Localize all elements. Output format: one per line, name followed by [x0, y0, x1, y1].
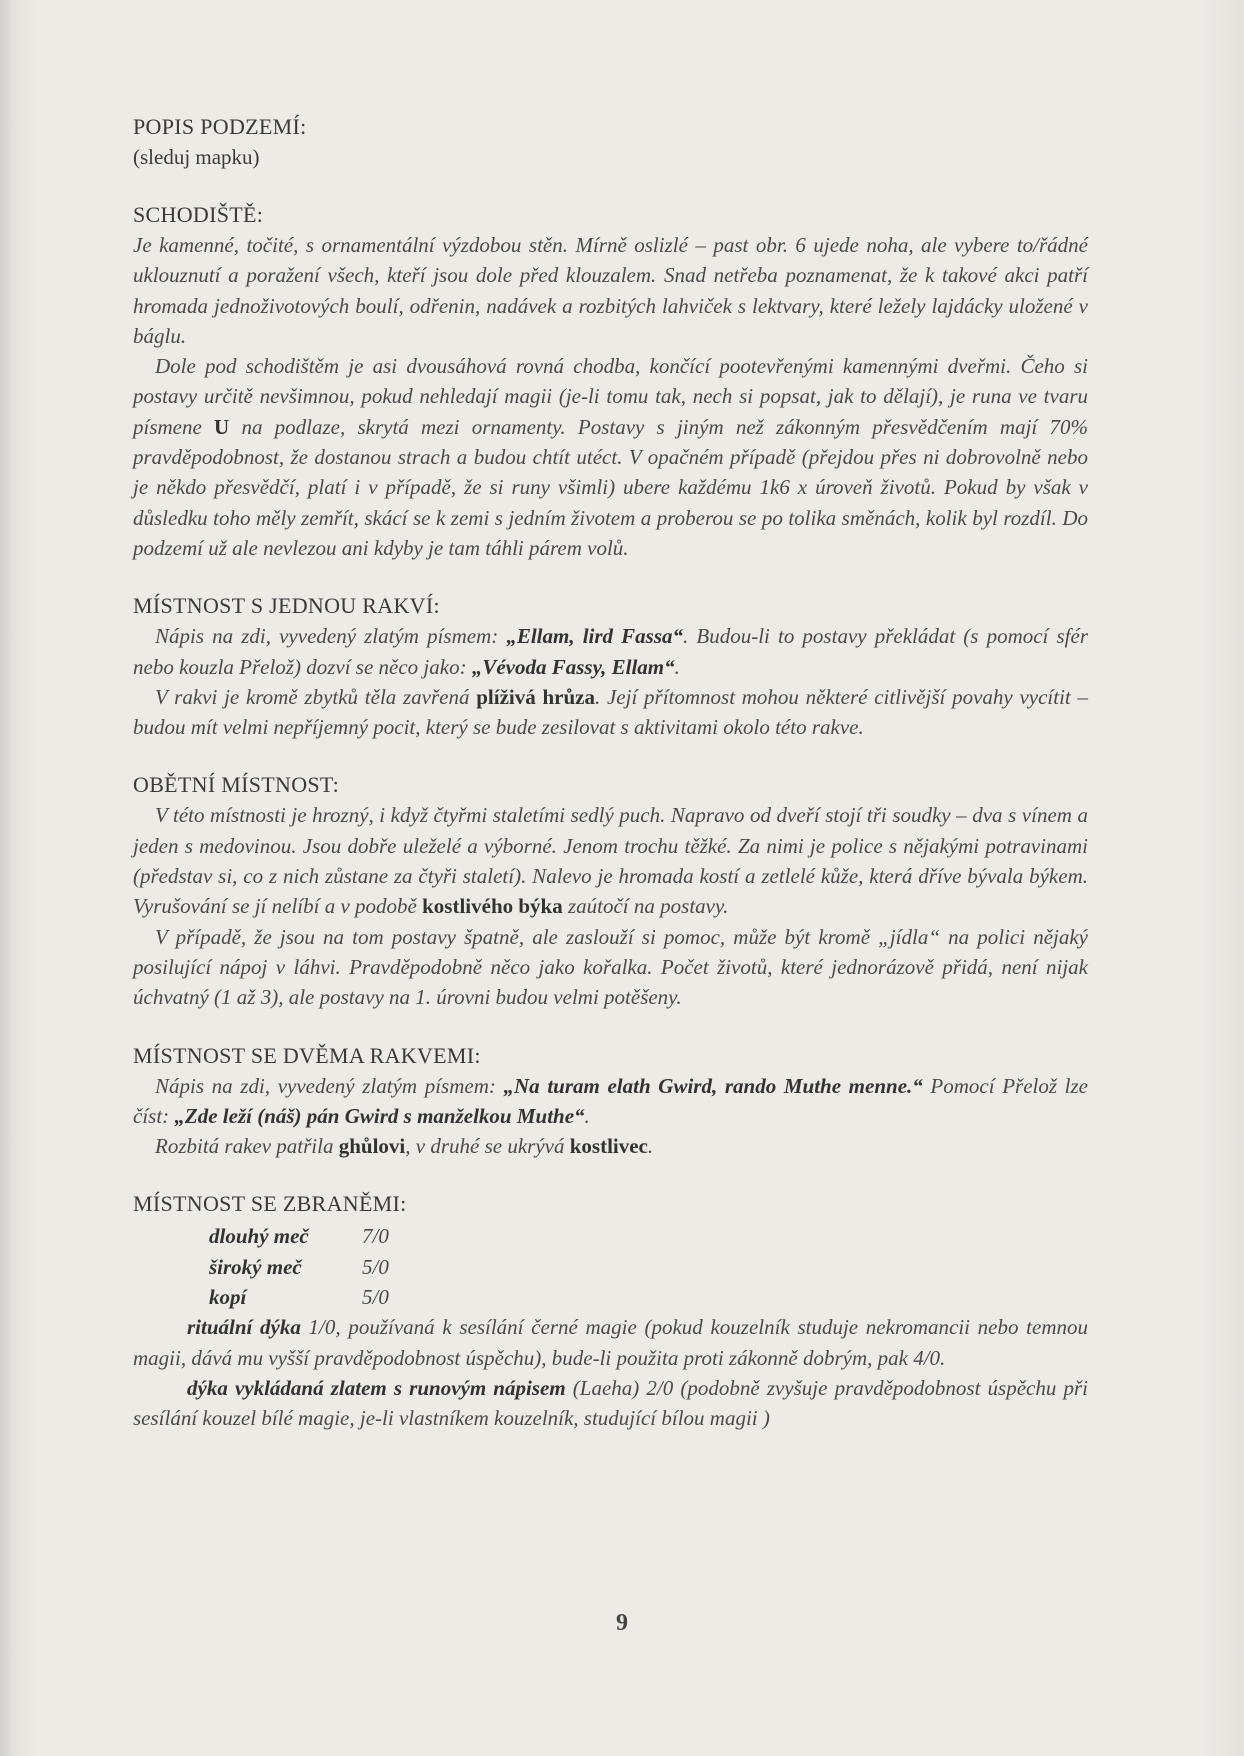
stairs-paragraph-1: Je kamenné, točité, s ornamentální výzdobou stěn. Mírně oslizlé – past obr. 6 ujede noha, ale vybere to/řádné uklouznutí a poražení všech, kteří jsou dole před klouzalem. Snad netřeba poznamenat, že k takové akci patří hromada jednoživotových boulí, odřenin, nadávek a rozbitých lahviček s lektvary, které ležely lajdácky uložené v báglu.	[133, 233, 1088, 348]
weapon-value: 5/0	[362, 1254, 389, 1279]
coffin2-heading: MÍSTNOST SE DVĚMA RAKVEMI:	[133, 1042, 481, 1068]
weapon-name: dýka vykládaná zlatem s runovým nápisem	[187, 1375, 566, 1400]
coffin1-heading: MÍSTNOST S JEDNOU RAKVÍ:	[133, 593, 440, 619]
weapons-heading: MÍSTNOST SE ZBRANĚMI:	[133, 1191, 407, 1217]
section-one-coffin	[133, 591, 1088, 742]
sacrifice-heading: OBĚTNÍ MÍSTNOST:	[133, 772, 339, 798]
weapon-value: 5/0	[362, 1285, 389, 1310]
weapon-row	[133, 1282, 1088, 1312]
weapon-row	[133, 1252, 1088, 1282]
section-stairs	[133, 200, 1088, 563]
monster-name: kostlivec	[569, 1134, 648, 1159]
inscription-2: „Na turam elath Gwird, rando Muthe menne.“	[503, 1073, 923, 1098]
coffin2-paragraph-1: Nápis na zdi, vyvedený zlatým písmem: „Na turam elath Gwird, rando Muthe menne.“ Pomocí Přelož lze číst: „Zde leží (náš) pán Gwird s manželkou Muthe“.	[133, 1073, 1088, 1128]
page-number: 9	[616, 1610, 628, 1636]
weapons-list	[133, 1221, 1088, 1312]
stairs-heading: SCHODIŠTĚ:	[133, 202, 264, 227]
rune-letter: U	[214, 414, 230, 439]
sacrifice-paragraph-2: V případě, že jsou na tom postavy špatně, ale zaslouží si pomoc, může být kromě „jídla“ na polici nějaký posilující nápoj v láhvi. Pravděpodobně něco jako kořalka. Počet životů, které jednorázově přidá, není nijak úchvatný (1 až 3), ale postavy na 1. úrovni budou velmi potěšeny.	[133, 924, 1088, 1010]
stairs-paragraph-2: Dole pod schodištěm je asi dvousáhová rovná chodba, končící pootevřenými kamennými dveřmi. Čeho si postavy určitě nevšimnou, pokud nehledají magii (je-li tomu tak, nech si popsat, jak to dělají), je runa ve tvaru písmene U na podlaze, skrytá mezi ornamenty. Postavy s jiným než zákonným přesvědčením mají 70% pravděpodobnost, že dostanou strach a budou chtít utéct. V opačném případě (přejdou přes ni dobrovolně nebo je někdo přesvědčí, platí i v případě, že si runy všimli) ubere každému 1k6 x úroveň životů. Pokud by však v důsledku toho měly zemřít, skácí se k zemi s jedním životem a proberou se po tolika směnách, kolik byl rozdíl. Do podzemí už ale nevlezou ani kdyby je tam táhli párem volů.	[133, 354, 1088, 560]
intro-title: POPIS PODZEMÍ:	[133, 114, 307, 139]
monster-name: plíživá hrůza	[476, 684, 595, 709]
coffin1-paragraph-2: V rakvi je kromě zbytků těla zavřená plíživá hrůza. Její přítomnost mohou některé citlivější povahy vycítit – budou mít velmi nepříjemný pocit, který se bude zesilovat s aktivitami okolo této rakve.	[133, 684, 1088, 740]
coffin2-paragraph-2: Rozbitá rakev patřila ghůlovi, v druhé se ukrývá kostlivec.	[155, 1134, 654, 1159]
weapon-name: široký meč	[209, 1254, 302, 1279]
section-sacrifice	[133, 770, 1088, 1012]
weapon-name: kopí	[209, 1285, 247, 1310]
translation-1: „Vévoda Fassy, Ellam“	[471, 654, 675, 679]
sacrifice-paragraph-1: V této místnosti je hrozný, i když čtyřmi staletími sedlý puch. Napravo od dveří stojí tři soudky – dva s vínem a jeden s medovinou. Jsou dobře uleželé a výborné. Jenom trochu těžké. Za nimi je police s nějakými potravinami (představ si, co z nich zůstane za čtyři staletí). Nalevo je hromada kostí a zetlelé kůže, která dříve bývala býkem. Vyrušování se jí nelíbí a v podobě kostlivého býka zaútočí na postavy.	[133, 803, 1088, 919]
monster-name: ghůlovi	[338, 1134, 406, 1159]
weapon-name: rituální dýka	[187, 1315, 301, 1340]
inscription-1: „Ellam, lird Fassa“	[506, 624, 684, 649]
gold-dagger-entry: dýka vykládaná zlatem s runovým nápisem (Laeha) 2/0 (podobně zvyšuje pravděpodobnost úspěchu při sesílání kouzel bílé magie, je-li vlastníkem kouzelník, studující bílou magii )	[133, 1375, 1088, 1431]
translation-2: „Zde leží (náš) pán Gwird s manželkou Muthe“	[174, 1103, 585, 1128]
weapon-name: dlouhý meč	[209, 1224, 309, 1249]
weapon-row	[133, 1221, 1088, 1251]
monster-name: kostlivého býka	[422, 894, 563, 919]
ritual-dagger-entry: rituální dýka 1/0, používaná k sesílání černé magie (pokud kouzelník studuje nekromancii nebo temnou magii, dává mu vyšší pravděpodobnost úspěchu), bude-li použita proti zákonně dobrým, pak 4/0.	[133, 1315, 1088, 1370]
weapon-value: 7/0	[362, 1224, 389, 1249]
intro-subtitle: (sleduj mapku)	[133, 145, 260, 169]
section-two-coffins	[133, 1041, 1088, 1162]
section-weapons	[133, 1189, 1088, 1433]
page-content	[133, 112, 1088, 1434]
coffin1-paragraph-1: Nápis na zdi, vyvedený zlatým písmem: „Ellam, lird Fassa“. Budou-li to postavy překládat (s pomocí sfér nebo kouzla Přelož) dozví se něco jako: „Vévoda Fassy, Ellam“.	[133, 624, 1088, 679]
